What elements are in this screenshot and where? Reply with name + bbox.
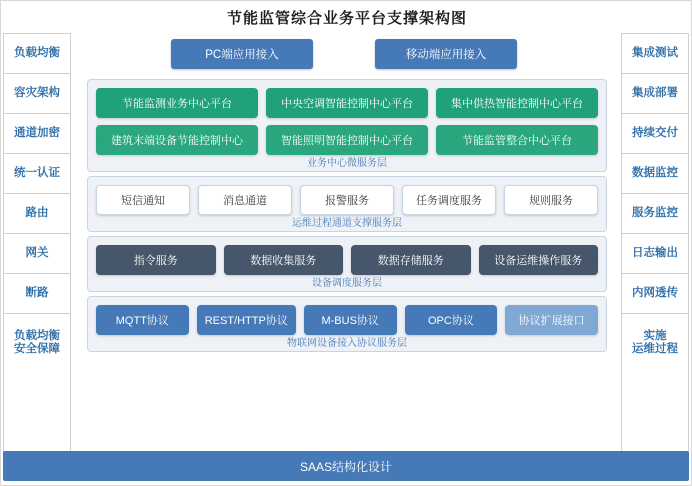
left-cell-gateway bbox=[4, 234, 70, 274]
left-cell-label: 统一认证 bbox=[14, 166, 60, 179]
access-row bbox=[75, 33, 619, 75]
right-cell-label: 集成部署 bbox=[632, 86, 678, 99]
node-central-ac-platform: 中央空调智能控制中心平台 bbox=[266, 88, 428, 118]
node-message-channel: 消息通道 bbox=[198, 185, 292, 215]
layer4-caption: 物联网设备接入协议服务层 bbox=[287, 338, 407, 349]
right-cell-service-monitoring bbox=[622, 194, 688, 234]
layer-business-center bbox=[87, 79, 607, 172]
node-device-ops-service: 设备运维操作服务 bbox=[479, 245, 599, 275]
right-cell-label: 实施 bbox=[643, 329, 667, 342]
left-cell-channel-encryption bbox=[4, 114, 70, 154]
layer2-caption: 运维过程通道支撑服务层 bbox=[292, 218, 402, 229]
right-cell-log-output bbox=[622, 234, 688, 274]
left-cell-routing bbox=[4, 194, 70, 234]
node-mqtt-protocol: MQTT协议 bbox=[96, 305, 189, 335]
node-building-terminal-control: 建筑末端设备节能控制中心 bbox=[96, 125, 258, 155]
layer3-caption: 设备调度服务层 bbox=[312, 278, 382, 289]
layer4-row1 bbox=[96, 305, 598, 335]
right-cell-label: 内网透传 bbox=[632, 286, 678, 299]
layer-ops-channel-support bbox=[87, 176, 607, 232]
node-protocol-extension-interface: 协议扩展接口 bbox=[505, 305, 598, 335]
left-cell-label: 路由 bbox=[25, 206, 49, 219]
layer-device-scheduling bbox=[87, 236, 607, 292]
left-cell-load-balance bbox=[4, 34, 70, 74]
right-cell-integration-test bbox=[622, 34, 688, 74]
node-district-heating-platform: 集中供热智能控制中心平台 bbox=[436, 88, 598, 118]
node-command-service: 指令服务 bbox=[96, 245, 216, 275]
node-rest-http-protocol: REST/HTTP协议 bbox=[197, 305, 296, 335]
node-rule-service: 规则服务 bbox=[504, 185, 598, 215]
node-data-storage-service: 数据存储服务 bbox=[351, 245, 471, 275]
right-cell-label: 日志输出 bbox=[632, 246, 678, 259]
pc-access-node: PC端应用接入 bbox=[171, 39, 313, 69]
layer2-row1 bbox=[96, 185, 598, 215]
layer-iot-protocol bbox=[87, 296, 607, 352]
node-sms-notification: 短信通知 bbox=[96, 185, 190, 215]
right-cell-label: 服务监控 bbox=[632, 206, 678, 219]
mobile-access-node: 移动端应用接入 bbox=[375, 39, 517, 69]
right-cell-sublabel: 运维过程 bbox=[632, 343, 678, 355]
left-cell-sublabel: 安全保障 bbox=[14, 343, 60, 355]
left-cell-label: 负载均衡 bbox=[14, 329, 60, 342]
left-cell-unified-auth bbox=[4, 154, 70, 194]
right-capability-column bbox=[621, 33, 689, 467]
left-capability-column bbox=[3, 33, 71, 467]
right-cell-intranet-tunnel bbox=[622, 274, 688, 314]
node-mbus-protocol: M-BUS协议 bbox=[304, 305, 397, 335]
page-title: 节能监管综合业务平台支撑架构图 bbox=[226, 10, 467, 27]
node-task-scheduling-service: 任务调度服务 bbox=[402, 185, 496, 215]
node-smart-lighting-platform: 智能照明智能控制中心平台 bbox=[266, 125, 428, 155]
layer1-caption: 业务中心微服务层 bbox=[307, 158, 387, 169]
left-cell-label: 容灾架构 bbox=[14, 86, 60, 99]
left-cell-label: 负载均衡 bbox=[14, 46, 60, 59]
node-energy-monitoring-platform: 节能监测业务中心平台 bbox=[96, 88, 258, 118]
node-data-collection-service: 数据收集服务 bbox=[224, 245, 344, 275]
left-cell-circuit-breaker bbox=[4, 274, 70, 314]
node-alarm-service: 报警服务 bbox=[300, 185, 394, 215]
center-stack bbox=[75, 33, 619, 467]
left-cell-label: 通道加密 bbox=[14, 126, 60, 139]
right-cell-data-monitoring bbox=[622, 154, 688, 194]
node-energy-supervision-platform: 节能监管整合中心平台 bbox=[436, 125, 598, 155]
node-opc-protocol: OPC协议 bbox=[405, 305, 498, 335]
right-cell-label: 持续交付 bbox=[632, 126, 678, 139]
layer1-row1 bbox=[96, 88, 598, 118]
right-cell-label: 数据监控 bbox=[632, 166, 678, 179]
left-cell-security-guarantee bbox=[4, 314, 70, 372]
left-cell-label: 断路 bbox=[25, 286, 49, 299]
right-cell-implementation-ops bbox=[622, 314, 688, 372]
left-cell-disaster-recovery bbox=[4, 74, 70, 114]
right-cell-label: 集成测试 bbox=[632, 46, 678, 59]
footer-banner: SAAS结构化设计 bbox=[3, 451, 689, 481]
layer1-row2 bbox=[96, 125, 598, 155]
right-cell-integration-deploy bbox=[622, 74, 688, 114]
layer3-row1 bbox=[96, 245, 598, 275]
right-cell-continuous-delivery bbox=[622, 114, 688, 154]
left-cell-label: 网关 bbox=[25, 246, 49, 259]
